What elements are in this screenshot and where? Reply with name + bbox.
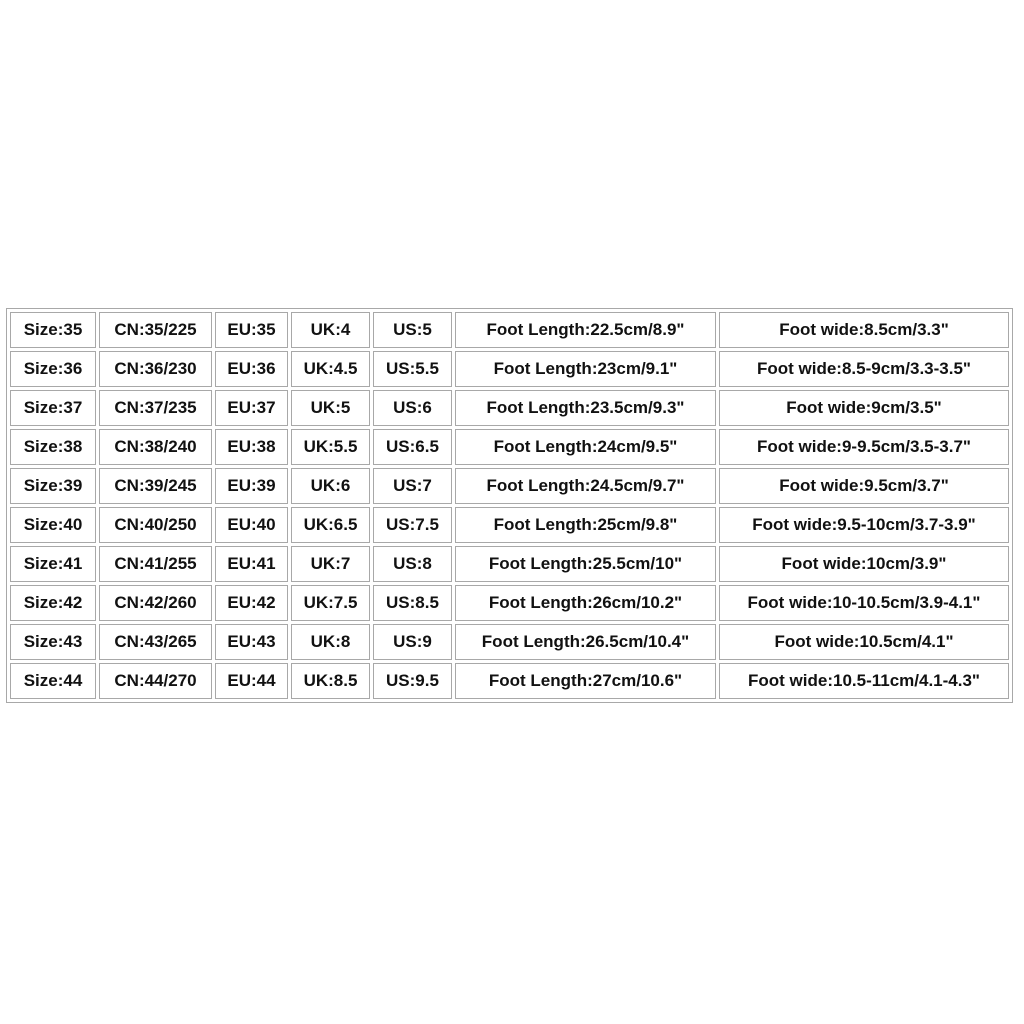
eu-size-cell: EU:42: [215, 585, 288, 621]
us-size-cell: US:7: [373, 468, 452, 504]
foot-wide-cell: Foot wide:8.5cm/3.3": [719, 312, 1009, 348]
uk-size-cell: UK:8: [291, 624, 370, 660]
foot-length-cell: Foot Length:26.5cm/10.4": [455, 624, 716, 660]
foot-length-cell: Foot Length:26cm/10.2": [455, 585, 716, 621]
size-cell: Size:35: [10, 312, 96, 348]
foot-length-cell: Foot Length:25.5cm/10": [455, 546, 716, 582]
us-size-cell: US:6.5: [373, 429, 452, 465]
uk-size-cell: UK:6.5: [291, 507, 370, 543]
table-row: [10, 624, 1009, 660]
uk-size-cell: UK:4: [291, 312, 370, 348]
us-size-cell: US:6: [373, 390, 452, 426]
table-row: [10, 429, 1009, 465]
foot-wide-cell: Foot wide:10cm/3.9": [719, 546, 1009, 582]
eu-size-cell: EU:39: [215, 468, 288, 504]
uk-size-cell: UK:8.5: [291, 663, 370, 699]
table-row: [10, 585, 1009, 621]
foot-wide-cell: Foot wide:10-10.5cm/3.9-4.1": [719, 585, 1009, 621]
eu-size-cell: EU:43: [215, 624, 288, 660]
size-cell: Size:42: [10, 585, 96, 621]
size-cell: Size:36: [10, 351, 96, 387]
table-row: [10, 351, 1009, 387]
cn-size-cell: CN:40/250: [99, 507, 212, 543]
uk-size-cell: UK:7.5: [291, 585, 370, 621]
foot-wide-cell: Foot wide:10.5-11cm/4.1-4.3": [719, 663, 1009, 699]
table-row: [10, 663, 1009, 699]
foot-length-cell: Foot Length:23.5cm/9.3": [455, 390, 716, 426]
foot-length-cell: Foot Length:24cm/9.5": [455, 429, 716, 465]
size-cell: Size:43: [10, 624, 96, 660]
us-size-cell: US:9.5: [373, 663, 452, 699]
eu-size-cell: EU:41: [215, 546, 288, 582]
uk-size-cell: UK:7: [291, 546, 370, 582]
cn-size-cell: CN:36/230: [99, 351, 212, 387]
foot-length-cell: Foot Length:23cm/9.1": [455, 351, 716, 387]
cn-size-cell: CN:35/225: [99, 312, 212, 348]
uk-size-cell: UK:5.5: [291, 429, 370, 465]
foot-wide-cell: Foot wide:9.5-10cm/3.7-3.9": [719, 507, 1009, 543]
cn-size-cell: CN:44/270: [99, 663, 212, 699]
cn-size-cell: CN:42/260: [99, 585, 212, 621]
cn-size-cell: CN:43/265: [99, 624, 212, 660]
foot-length-cell: Foot Length:27cm/10.6": [455, 663, 716, 699]
foot-wide-cell: Foot wide:8.5-9cm/3.3-3.5": [719, 351, 1009, 387]
eu-size-cell: EU:38: [215, 429, 288, 465]
us-size-cell: US:5.5: [373, 351, 452, 387]
foot-wide-cell: Foot wide:9-9.5cm/3.5-3.7": [719, 429, 1009, 465]
size-cell: Size:41: [10, 546, 96, 582]
size-chart-body: [10, 312, 1009, 699]
table-row: [10, 507, 1009, 543]
foot-length-cell: Foot Length:22.5cm/8.9": [455, 312, 716, 348]
cn-size-cell: CN:38/240: [99, 429, 212, 465]
eu-size-cell: EU:35: [215, 312, 288, 348]
foot-length-cell: Foot Length:24.5cm/9.7": [455, 468, 716, 504]
us-size-cell: US:5: [373, 312, 452, 348]
foot-wide-cell: Foot wide:9.5cm/3.7": [719, 468, 1009, 504]
size-chart-table: [6, 308, 1013, 703]
us-size-cell: US:7.5: [373, 507, 452, 543]
size-cell: Size:38: [10, 429, 96, 465]
size-cell: Size:37: [10, 390, 96, 426]
cn-size-cell: CN:41/255: [99, 546, 212, 582]
uk-size-cell: UK:5: [291, 390, 370, 426]
uk-size-cell: UK:6: [291, 468, 370, 504]
table-row: [10, 468, 1009, 504]
table-row: [10, 546, 1009, 582]
cn-size-cell: CN:39/245: [99, 468, 212, 504]
us-size-cell: US:9: [373, 624, 452, 660]
us-size-cell: US:8.5: [373, 585, 452, 621]
size-cell: Size:44: [10, 663, 96, 699]
cn-size-cell: CN:37/235: [99, 390, 212, 426]
foot-wide-cell: Foot wide:9cm/3.5": [719, 390, 1009, 426]
uk-size-cell: UK:4.5: [291, 351, 370, 387]
us-size-cell: US:8: [373, 546, 452, 582]
table-row: [10, 312, 1009, 348]
eu-size-cell: EU:36: [215, 351, 288, 387]
table-row: [10, 390, 1009, 426]
size-cell: Size:40: [10, 507, 96, 543]
eu-size-cell: EU:40: [215, 507, 288, 543]
foot-length-cell: Foot Length:25cm/9.8": [455, 507, 716, 543]
eu-size-cell: EU:37: [215, 390, 288, 426]
eu-size-cell: EU:44: [215, 663, 288, 699]
size-cell: Size:39: [10, 468, 96, 504]
foot-wide-cell: Foot wide:10.5cm/4.1": [719, 624, 1009, 660]
